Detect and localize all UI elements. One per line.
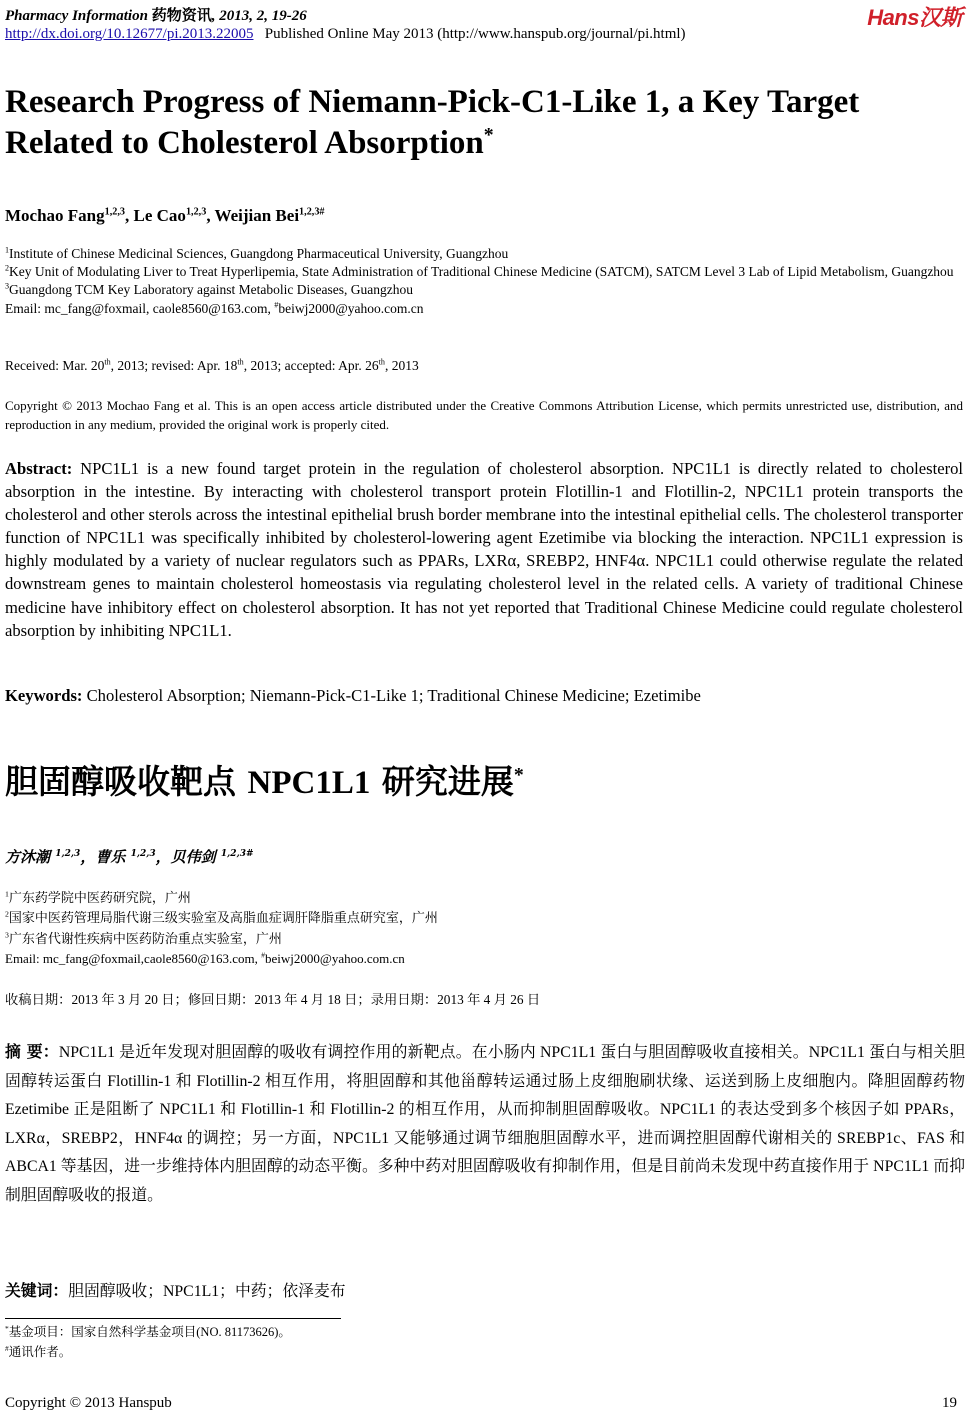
affil-text: Key Unit of Modulating Liver to Treat Hyperlipemia, State Administration of Traditional Chinese Medicine (SATCM), SATCM Level 3 Lab of Lipid Metabolism, Guangzhou xyxy=(9,264,954,280)
author-affil: 1,2,3 xyxy=(55,849,81,859)
year-text: , 2013 xyxy=(384,358,419,373)
doi-link[interactable]: http://dx.doi.org/10.12677/pi.2013.22005 xyxy=(5,26,254,42)
paper-title-en xyxy=(5,82,955,164)
footer-copyright: Copyright © 2013 Hanspub xyxy=(5,1395,172,1411)
email-mark: # xyxy=(274,300,279,310)
affil-number: 2 xyxy=(5,263,10,273)
footnote-mark: * xyxy=(5,1323,9,1333)
affiliation-1 xyxy=(5,245,960,263)
revised-text: , 2013; revised: Apr. 18 xyxy=(110,358,238,373)
author-affil: 1,2,3 xyxy=(185,206,207,218)
footnote-funding xyxy=(5,1322,291,1340)
abstract-cn-text: NPC1L1 是近年发现对胆固醇的吸收有调控作用的新靶点。在小肠内 NPC1L1 蛋白与胆固醇吸收直接相关。NPC1L1 蛋白与相关胆固醇转运蛋白 Flotillin-1 和 Flotillin-2 相互作用，将胆固醇和其他甾醇转运通过肠上皮细胞刷状缘、运送到肠上皮细胞内。降胆固醇药物 Ezetimibe 正是阻断了 NPC1L1 和 Flotillin-1 和 Flotillin-2 的相互作用，从而抑制胆固醇吸收。NPC1L1 的表达受到多个核因子如 PPARs，LXRα，SREBP2，HNF4α 的调控；另一方面，NPC1L1 又能够通过调节细胞胆固醇水平，进而调控胆固醇代谢相关的 SREBP1c、FAS 和 ABCA1 等基因，进一步维持体内胆固醇的动态平衡。多种中药对胆固醇吸收有抑制作用，但是目前尚未发现中药直接作用于 NPC1L1 而抑制胆固醇吸收的报道。 xyxy=(5,1044,966,1204)
footnote-text: 基金项目：国家自然科学基金项目(NO. 81173626)。 xyxy=(8,1325,291,1339)
title-line-1: Research Progress of Niemann-Pick-C1-Like 1, a Key Target xyxy=(5,84,860,120)
abstract-en xyxy=(5,457,963,642)
received-dates-cn: 收稿日期：2013 年 3 月 20 日；修回日期：2013 年 4 月 18 日；录用日期：2013 年 4 月 26 日 xyxy=(5,992,541,1007)
volume-info: , 2013, 2, 19-26 xyxy=(211,8,307,24)
author-name: 曹乐 xyxy=(95,848,126,866)
received-text: Received: Mar. 20 xyxy=(5,358,105,373)
author-name: Weijian Bei xyxy=(214,206,300,225)
corresponding-email: beiwj2000@yahoo.com.cn xyxy=(278,300,424,316)
email-mark: # xyxy=(261,950,265,960)
footnote-mark: # xyxy=(5,1343,9,1353)
email-line-en xyxy=(5,300,960,318)
affil-text: 广东省代谢性疾病中医药防治重点实验室，广州 xyxy=(8,930,282,946)
author-separator: ， xyxy=(155,848,171,866)
author-name: 贝伟剑 xyxy=(170,848,216,866)
footnote-text: 通讯作者。 xyxy=(8,1345,72,1359)
keywords-cn-label: 关键词： xyxy=(5,1281,69,1300)
journal-header xyxy=(5,4,307,25)
abstract-label: Abstract: xyxy=(5,459,73,478)
title-footnote-mark: * xyxy=(483,124,494,146)
author-affil: 1,2,3# xyxy=(220,849,254,859)
keywords-cn xyxy=(5,1278,346,1301)
affiliation-3 xyxy=(5,281,960,299)
affiliation-2 xyxy=(5,263,960,281)
affil-number: 3 xyxy=(5,281,10,291)
author-name: Mochao Fang xyxy=(5,206,105,225)
keywords-label: Keywords: xyxy=(5,686,83,705)
author-affil: 1,2,3# xyxy=(299,206,325,218)
author-name: Le Cao xyxy=(133,206,186,225)
affil-number: 1 xyxy=(5,889,9,899)
affil-text: 广东药学院中医药研究院，广州 xyxy=(8,890,191,905)
hanspub-logo: Hans汉斯 xyxy=(867,5,962,30)
title-cn-part: 研究进展 xyxy=(370,762,514,801)
author-affil: 1,2,3 xyxy=(130,849,156,859)
affiliations-en xyxy=(5,245,960,318)
corresponding-email: beiwj2000@yahoo.com.cn xyxy=(264,950,405,966)
paper-title-cn xyxy=(5,756,524,803)
affil-text: Institute of Chinese Medicinal Sciences, Guangdong Pharmaceutical University, Guangzhou xyxy=(9,246,509,261)
keywords-cn-text: 胆固醇吸收；NPC1L1；中药；依泽麦布 xyxy=(68,1283,346,1300)
abstract-text: NPC1L1 is a new found target protein in the regulation of cholesterol absorption. NPC1L1 is directly related to cholesterol absorption in the intestine. By interacting with cholesterol transport protein Flotillin-1 and Flotillin-2, NPC1L1 protein transports the cholesterol and other sterols across the intestinal epithelial brush border membrane into the intestinal epithelial cells. The cholesterol transporter function of NPC1L1 was specifically inhibited by cholesterol-lowering agent Ezetimibe via blocking the interaction. NPC1L1 expression is highly modulated by a variety of nuclear regulators such as PPARs, LXRα, SREBP2, HNF4α. NPC1L1 could otherwise regulate the related downstream genes to maintain cholesterol homeostasis via regulating cholesterol level in the related cells. A variety of traditional Chinese medicine have inhibitory effect on cholesterol absorption. It has not yet reported that Traditional Chinese Medicine could regulate cholesterol absorption by inhibiting NPC1L1. xyxy=(5,459,963,640)
affil-text: Guangdong TCM Key Laboratory against Metabolic Diseases, Guangzhou xyxy=(9,282,413,298)
author-name: 方沐潮 xyxy=(5,848,51,866)
ordinal: th xyxy=(378,357,385,367)
affiliation-cn-3 xyxy=(5,929,960,949)
ordinal: th xyxy=(104,357,111,367)
email-text: Email: mc_fang@foxmail,caole8560@163.com, xyxy=(5,950,262,966)
journal-name-en: Pharmacy Information xyxy=(5,8,148,24)
accepted-text: , 2013; accepted: Apr. 26 xyxy=(243,358,379,373)
copyright-statement: Copyright © 2013 Mochao Fang et al. This is an open access article distributed under the Creative Commons Attribution License, which permits unrestricted use, distribution, and reproduction in any medium, provided the original work is properly cited. xyxy=(5,398,963,432)
footnote-corresponding xyxy=(5,1342,71,1360)
author-separator: ， xyxy=(80,848,96,866)
ordinal: th xyxy=(237,357,244,367)
title-line-2: Related to Cholesterol Absorption xyxy=(5,125,484,161)
title-cn-part: NPC1L1 xyxy=(247,765,371,801)
footnote-divider xyxy=(5,1318,341,1319)
affil-number: 3 xyxy=(5,930,9,940)
journal-name-cn: 药物资讯 xyxy=(151,8,212,24)
authors-cn xyxy=(5,846,254,867)
affil-number: 2 xyxy=(5,909,9,919)
title-cn-part: 胆固醇吸收靶点 xyxy=(5,762,248,801)
doi-line xyxy=(5,26,686,43)
email-text: Email: mc_fang@foxmail, caole8560@163.com, xyxy=(5,300,275,316)
keywords-en xyxy=(5,686,963,706)
authors-en: Mochao Fang$^{1,2,3}$, Le Cao$^{1,2,3}$, Weijian Bei$^{1,2,3\#}$ xyxy=(5,206,325,225)
email-line-cn xyxy=(5,949,960,969)
published-info: Published Online May 2013 (http://www.hanspub.org/journal/pi.html) xyxy=(264,26,686,42)
abstract-cn-label: 摘 要： xyxy=(5,1042,59,1061)
received-dates-en xyxy=(5,358,419,374)
abstract-cn xyxy=(5,1038,965,1211)
affil-number: 1 xyxy=(5,245,10,255)
affiliation-cn-1 xyxy=(5,888,960,908)
author-affil: 1,2,3 xyxy=(104,206,126,218)
affil-text: 国家中医药管理局脂代谢三级实验室及高脂血症调肝降脂重点研究室，广州 xyxy=(8,910,438,926)
affiliation-cn-2 xyxy=(5,908,960,928)
keywords-text: Cholesterol Absorption; Niemann-Pick-C1-Like 1; Traditional Chinese Medicine; Ezetimibe xyxy=(82,686,701,705)
affiliations-cn xyxy=(5,888,960,969)
title-footnote-mark: * xyxy=(513,764,524,786)
page-number: 19 xyxy=(942,1395,957,1411)
